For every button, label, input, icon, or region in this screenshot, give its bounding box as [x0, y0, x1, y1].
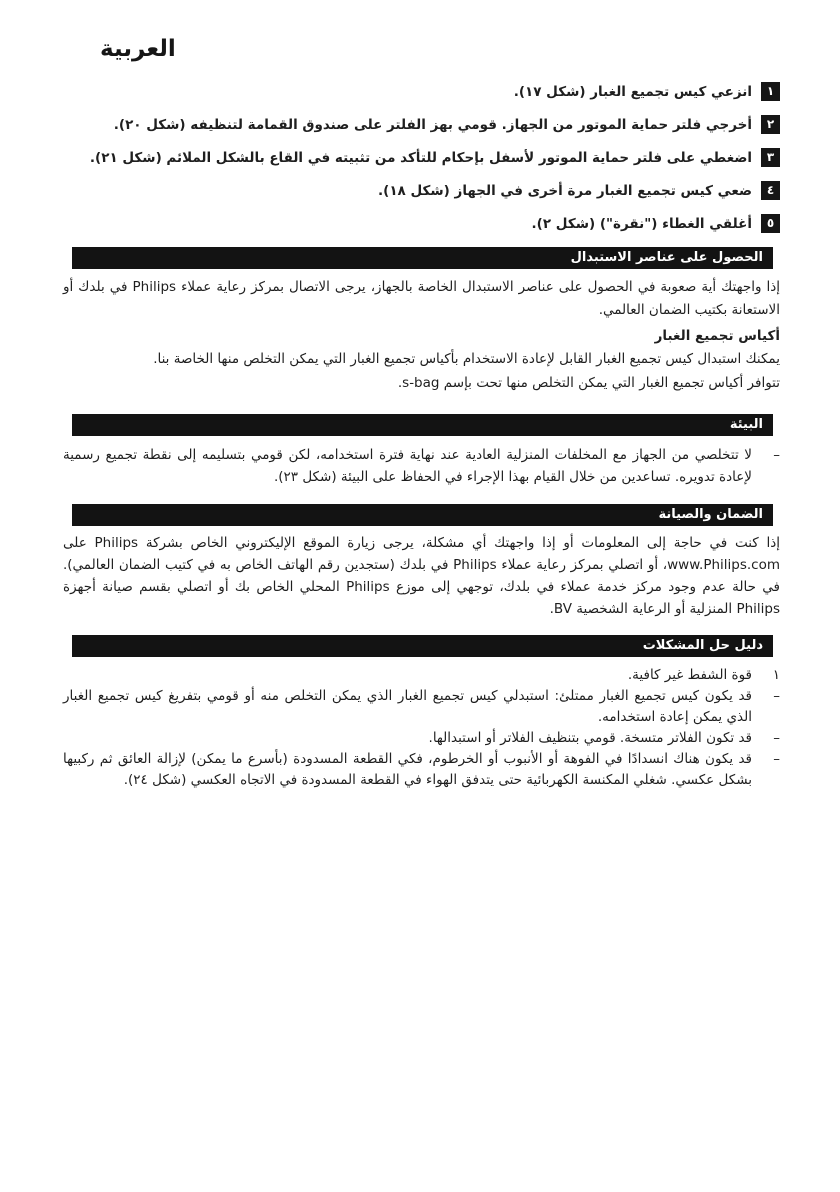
troubleshooting-bullet-text: قد يكون كيس تجميع الغبار ممتلئ: استبدلي كيس تجميع الغبار الذي يمكن التخلص منه أو قومي بتفريغ كيس تجميع الغبار الذي يمكن إعادة استخدامه. — [63, 688, 752, 725]
dust-bags-line-1: يمكنك استبدال كيس تجميع الغبار القابل لإعادة الاستخدام بأكياس تجميع الغبار التي يمكن التخلص منها الخاصة بنا. — [153, 351, 780, 367]
step-text: ضعي كيس تجميع الغبار مرة أخرى في الجهاز (شكل ١٨). — [378, 183, 752, 199]
dash-bullet: – — [773, 751, 780, 767]
step-number-badge: ٤ — [761, 181, 780, 200]
step-item-1 — [63, 82, 780, 102]
section-header-replacement-items: الحصول على عناصر الاستبدال — [72, 247, 773, 269]
troubleshooting-bullet-2 — [63, 728, 780, 749]
step-item-3 — [63, 148, 780, 168]
warranty-paragraph: إذا كنت في حاجة إلى المعلومات أو إذا واجهتك أي مشكلة، يرجى زيارة الموقع الإليكتروني الخاص بشركة Philips على www.Philips.com، أو اتصلي بمركز رعاية عملاء Philips في بلدك (ستجدين رقم الهاتف الخاص به في كتيب الضمان العالمي). في حالة عدم وجود مركز خدمة عملاء في بلدك، توجهي إلى موزع Philips المحلي الخاص بك أو اتصلي بقسم صيانة أجهزة Philips المنزلية أو الرعاية الشخصية BV. — [63, 535, 781, 617]
troubleshooting-bullet-3 — [63, 749, 780, 791]
dust-bags-subheading: أكياس تجميع الغبار — [654, 328, 780, 344]
replacement-paragraph: إذا واجهتك أية صعوبة في الحصول على عناصر الاستبدال الخاصة بالجهاز، يرجى الاتصال بمركز رعاية عملاء Philips في بلدك أو الاستعانة بكتيب الضمان العالمي. — [63, 279, 780, 318]
page-title: العربية — [100, 36, 176, 62]
step-number-badge: ٣ — [761, 148, 780, 167]
manual-page-content — [63, 0, 780, 791]
section-header-troubleshooting: دليل حل المشكلات — [72, 635, 773, 657]
step-number-badge: ١ — [761, 82, 780, 101]
problem-text: قوة الشفط غير كافية. — [627, 667, 752, 683]
section-header-warranty-service: الضمان والصيانة — [72, 504, 773, 526]
dash-bullet: – — [773, 447, 780, 463]
step-text: انزعي كيس تجميع الغبار (شكل ١٧). — [513, 84, 752, 100]
step-number-badge: ٥ — [761, 214, 780, 233]
step-text: اضغطي على فلتر حماية الموتور لأسفل بإحكام للتأكد من تثبيته في القاع بالشكل الملائم (شكل ٢١). — [89, 150, 752, 166]
problem-number: ١ — [772, 667, 780, 683]
environment-bullet-text: لا تتخلصي من الجهاز مع المخلفات المنزلية العادية عند نهاية فترة استخدامه، لكن قومي بتسليمه إلى نقطة تجميع رسمية لإعادة تدويره. تساعدين من خلال القيام بهذا الإجراء في الحفاظ على البيئة (شكل ٢٣). — [63, 447, 752, 485]
numbered-steps — [63, 82, 780, 234]
step-item-5 — [63, 214, 780, 234]
section-header-environment: البيئة — [72, 414, 773, 436]
troubleshooting-bullet-1 — [63, 686, 780, 728]
environment-bullet — [63, 444, 780, 488]
dash-bullet: – — [773, 688, 780, 704]
step-text: أغلقي الغطاء ("نقرة") (شكل ٢). — [531, 216, 752, 232]
step-item-4 — [63, 181, 780, 201]
troubleshooting-problem — [63, 665, 780, 686]
dust-bags-line-2: تتوافر أكياس تجميع الغبار التي يمكن التخلص منها تحت بإسم s-bag. — [397, 375, 780, 391]
step-number-badge: ٢ — [761, 115, 780, 134]
troubleshooting-bullet-text: قد يكون هناك انسدادًا في الفوهة أو الأنبوب أو الخرطوم، فكي القطعة المسدودة (بأسرع ما يمكن) لإزالة العائق ثم ركبيها بشكل عكسي. شغلي المكنسة الكهربائية حتى يتدفق الهواء في القطعة المسدودة في الاتجاه العكسي (شكل ٢٤). — [63, 751, 752, 788]
step-text: أخرجي فلتر حماية الموتور من الجهاز. قومي بهز الفلتر على صندوق القمامة لتنظيفه (شكل ٢٠). — [113, 117, 752, 133]
step-item-2 — [63, 115, 780, 135]
troubleshooting-bullet-text: قد تكون الفلاتر متسخة. قومي بتنظيف الفلاتر أو استبدالها. — [428, 730, 752, 746]
dash-bullet: – — [773, 730, 780, 746]
